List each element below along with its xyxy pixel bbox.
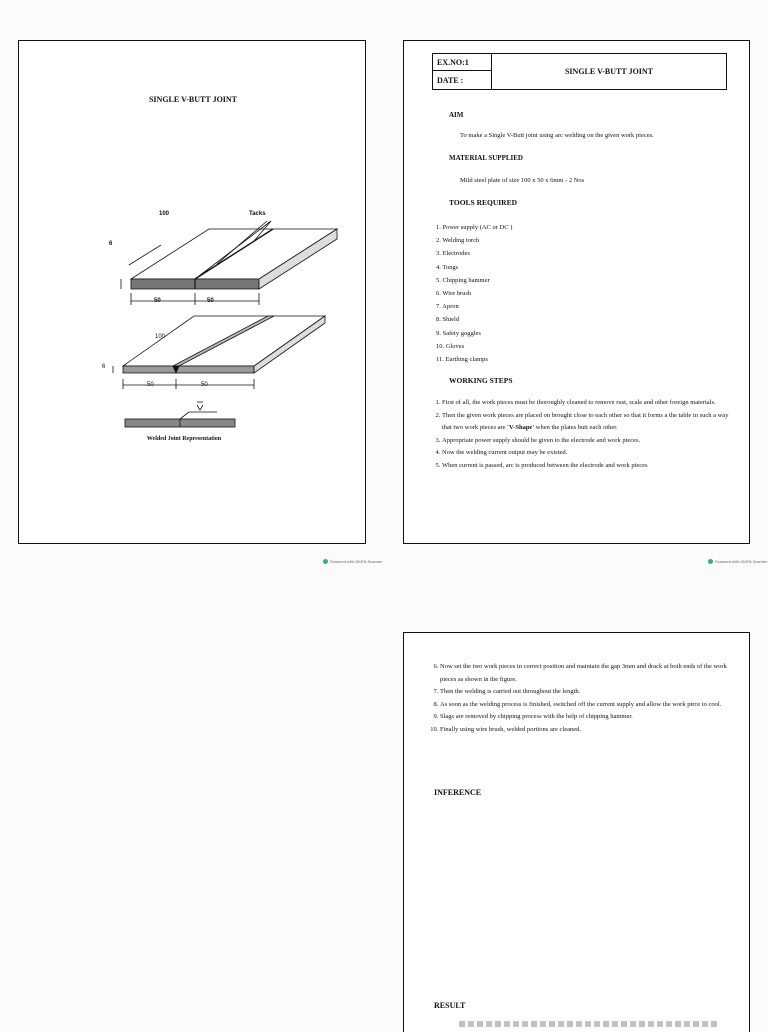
tacks-label: Tacks: [249, 211, 266, 217]
list-item: 5. When current is passed, arc is produced between the electrode and work pieces: [442, 460, 734, 473]
tacked-joint-figure: [99, 161, 349, 311]
welded-joint-caption: Welded Joint Representation: [146, 436, 222, 442]
list-item: 8. As soon as the welding process is finished, switched off the current supply and allow the work pirce to cool.: [440, 699, 734, 712]
page-2-procedure: [403, 40, 750, 544]
list-item: 1. First of all, the work pieces must be thoroughly cleaned to remove rust, scale and other foreign materials.: [442, 397, 734, 410]
fig2-width-left-label: 50: [147, 382, 154, 388]
working-steps-heading: WORKING STEPS: [449, 376, 513, 385]
list-item: 10. Finally using wire brush, welded portions are cleaned.: [440, 724, 734, 737]
list-item: 7. Apron: [436, 303, 459, 311]
weld-symbol-figure: [119, 399, 259, 434]
fig2-length-label: 100: [155, 334, 166, 340]
result-text-cutoff: [459, 1021, 719, 1027]
working-steps-list: [424, 397, 734, 472]
header-table: [432, 53, 727, 90]
scanner-logo-icon: [323, 559, 328, 564]
working-steps-list-continued: [422, 661, 734, 736]
fig2-width-right-label: 50: [201, 382, 208, 388]
result-heading: RESULT: [434, 1001, 466, 1010]
list-item: 5. Chipping hammer: [436, 276, 490, 284]
fig1-width-left-label: 50: [154, 298, 161, 304]
page-1-drawing: [18, 40, 366, 544]
list-item: 11. Earthing clamps: [436, 356, 488, 364]
list-item: 4. Now the welding current output may be existed.: [442, 447, 734, 460]
material-text: Mild steel plate of size 100 x 50 x 6mm - 2 Nos: [460, 177, 585, 184]
material-heading: MATERIAL SUPPLIED: [449, 154, 523, 162]
aim-heading: AIM: [449, 111, 464, 119]
fig2-thickness-label: 6: [102, 364, 106, 370]
page-3-continuation: [403, 632, 750, 1032]
list-item: 9. Slags are removed by chipping process with the help of chipping hammer.: [440, 711, 734, 724]
scanner-logo-icon: [708, 559, 713, 564]
scanner-watermark-1: Scanned with OKEN Scanner: [323, 559, 382, 564]
scanner-watermark-2: Scanned with OKEN Scanner: [708, 559, 767, 564]
list-item: 1. Power supply (AC or DC ): [436, 224, 513, 231]
header-title-cell: SINGLE V-BUTT JOINT: [492, 54, 727, 90]
list-item: 3. Electrodes: [436, 250, 470, 258]
page-1-title: SINGLE V-BUTT JOINT: [148, 95, 238, 104]
tools-heading: TOOLS REQUIRED: [449, 198, 518, 207]
list-item: 2. Welding torch: [436, 237, 480, 245]
inference-heading: INFERENCE: [434, 788, 482, 797]
list-item: 9. Safety goggles: [436, 329, 481, 337]
list-item: 7. Then the welding is carried out throughout the length.: [440, 686, 734, 699]
list-item: 4. Tongs: [436, 263, 459, 271]
fig1-thickness-label: 6: [109, 241, 113, 247]
list-item: 6. Now set the two work pieces in correct position and maintain the gap 3mm and drack at both ends of the work pieces as shown in the figure.: [440, 661, 734, 686]
ex-no-cell: EX.NO:1: [433, 54, 492, 71]
fig1-width-right-label: 50: [207, 298, 214, 304]
list-item: 2. Then the given work pieces are placed on brought close to each other so that it forms a the table in such a way that two work pieces are 'V-Shape' when the plates butt each other.: [442, 410, 734, 435]
fig1-length-label: 100: [159, 211, 170, 217]
list-item: 8. Shield: [436, 316, 460, 324]
list-item: 10. Gloves: [436, 342, 465, 350]
tools-list: [436, 221, 512, 366]
list-item: 6. Wire brush: [436, 290, 472, 298]
date-cell: DATE :: [433, 71, 492, 90]
aim-text: To make a Single V-Butt joint using arc welding on the given work pieces.: [460, 132, 654, 139]
list-item: 3. Appropriate power supply should be given to the electrode and work pieces.: [442, 435, 734, 448]
